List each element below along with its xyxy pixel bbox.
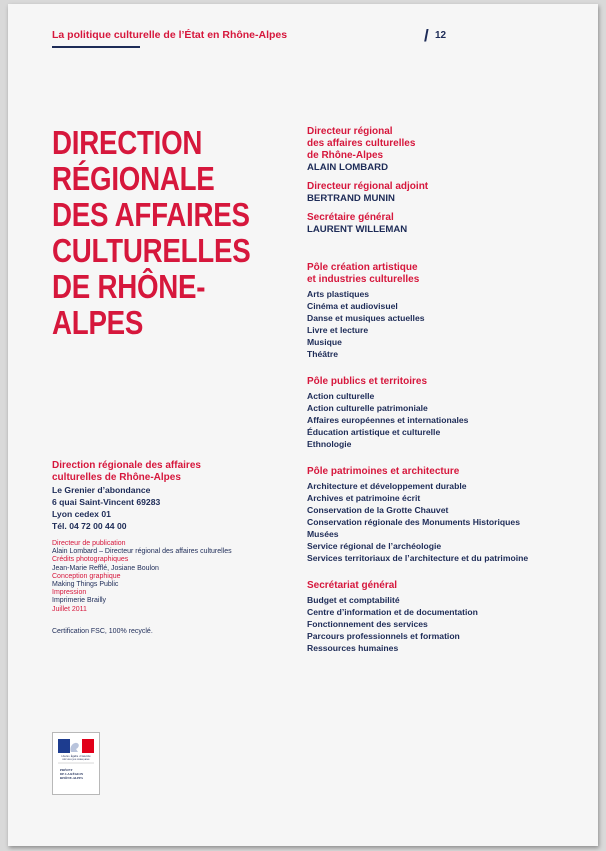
pole-publics	[307, 376, 597, 450]
pole-item: Musique	[307, 337, 342, 347]
pole-item: Musées	[307, 529, 339, 539]
organization-chart	[307, 126, 597, 654]
credit-value: Jean-Marie Refflé, Josiane Boulon	[52, 564, 159, 572]
logo-prefet-line: RHÔNE-ALPES	[60, 776, 84, 780]
role-name: LAURENT WILLEMAN	[307, 224, 408, 235]
role-name: BERTRAND MUNIN	[307, 193, 395, 204]
credit-label: Impression	[52, 589, 87, 597]
address-line: Lyon cedex 01	[52, 509, 111, 519]
running-title: La politique culturelle de l’État en Rhône-Alpes	[52, 29, 288, 41]
credit-date: Juillet 2011	[52, 605, 87, 613]
publication-credits	[52, 540, 292, 614]
pole-item: Éducation artistique et culturelle	[307, 427, 441, 437]
address-heading: culturelles de Rhône-Alpes	[52, 472, 181, 483]
credit-value: Imprimerie Brailly	[52, 597, 107, 605]
role-title: Secrétaire général	[307, 212, 394, 223]
main-title-line: DE RHÔNE-	[52, 268, 206, 305]
role-title: des affaires culturelles	[307, 138, 416, 149]
role-title: Directeur régional adjoint	[307, 181, 429, 192]
logo-republic: RÉPUBLIQUE FRANÇAISE	[62, 759, 90, 761]
main-title-line: ALPES	[52, 304, 144, 341]
pole-item: Arts plastiques	[307, 289, 370, 299]
credit-value: Making Things Public	[52, 581, 119, 589]
pole-creation	[307, 262, 597, 360]
prefecture-logo	[52, 732, 100, 795]
header-rule	[52, 46, 140, 48]
pole-item: Conservation régionale des Monuments Historiques	[307, 517, 520, 527]
credit-value: Alain Lombard – Directeur régional des affaires culturelles	[52, 548, 232, 556]
pole-item: Centre d’information et de documentation	[307, 607, 478, 617]
pole-item: Services territoriaux de l’architecture et du patrimoine	[307, 553, 529, 563]
pole-secretariat	[307, 580, 597, 654]
pole-patrimoines	[307, 466, 597, 564]
pole-item: Service régional de l’archéologie	[307, 541, 442, 551]
main-title-line: DIRECTION	[52, 124, 203, 161]
pole-item: Livre et lecture	[307, 325, 369, 335]
certification-note: Certification FSC, 100% recyclé.	[52, 627, 153, 635]
role-name: ALAIN LOMBARD	[307, 162, 389, 173]
pole-item: Affaires européennes et internationales	[307, 415, 469, 425]
logo-motto: Liberté • Égalité • Fraternité	[61, 755, 91, 758]
pole-item: Action culturelle	[307, 391, 375, 401]
main-title-line: DES AFFAIRES	[52, 196, 250, 233]
role-title: Directeur régional	[307, 126, 393, 137]
credit-label: Directeur de publication	[52, 540, 126, 547]
main-title	[52, 125, 254, 341]
logo-prefet-line: PRÉFET	[60, 768, 73, 772]
pole-item: Ressources humaines	[307, 643, 399, 653]
pole-item: Parcours professionnels et formation	[307, 631, 460, 641]
pole-item: Architecture et développement durable	[307, 481, 467, 491]
page-slash: /	[424, 26, 429, 45]
pole-item: Archives et patrimoine écrit	[307, 493, 421, 503]
logo-prefet-line: DE LA RÉGION	[60, 772, 84, 776]
pole-item: Conservation de la Grotte Chauvet	[307, 505, 449, 515]
pole-item: Budget et comptabilité	[307, 595, 400, 605]
pole-item: Ethnologie	[307, 439, 352, 449]
role-title: de Rhône-Alpes	[307, 150, 384, 161]
credit-label: Conception graphique	[52, 572, 121, 580]
credit-label: Crédits photographiques	[52, 556, 129, 564]
pole-item: Théâtre	[307, 349, 339, 359]
pole-heading: Secrétariat général	[307, 580, 398, 591]
address-heading: Direction régionale des affaires	[52, 460, 201, 471]
pole-item: Fonctionnement des services	[307, 619, 428, 629]
page-number: 12	[435, 30, 447, 41]
contact-block	[52, 460, 292, 636]
address-line: 6 quai Saint-Vincent 69283	[52, 497, 161, 507]
marianne-flag-logo-icon	[53, 733, 99, 794]
pole-heading: Pôle publics et territoires	[307, 376, 428, 387]
pole-heading: Pôle création artistique	[307, 262, 418, 273]
role-deputy-director	[307, 181, 597, 205]
main-title-line: CULTURELLES	[52, 232, 251, 269]
address-line: Tél. 04 72 00 44 00	[52, 521, 127, 531]
pole-item: Action culturelle patrimoniale	[307, 403, 428, 413]
pole-heading: et industries culturelles	[307, 274, 420, 285]
pole-item: Cinéma et audiovisuel	[307, 301, 398, 311]
pole-item: Danse et musiques actuelles	[307, 313, 425, 323]
address-line: Le Grenier d’abondance	[52, 485, 151, 495]
main-title-line: RÉGIONALE	[52, 160, 215, 197]
role-director	[307, 126, 597, 174]
role-secretary-general	[307, 212, 597, 236]
pole-heading: Pôle patrimoines et architecture	[307, 466, 460, 477]
document-page	[8, 4, 598, 846]
